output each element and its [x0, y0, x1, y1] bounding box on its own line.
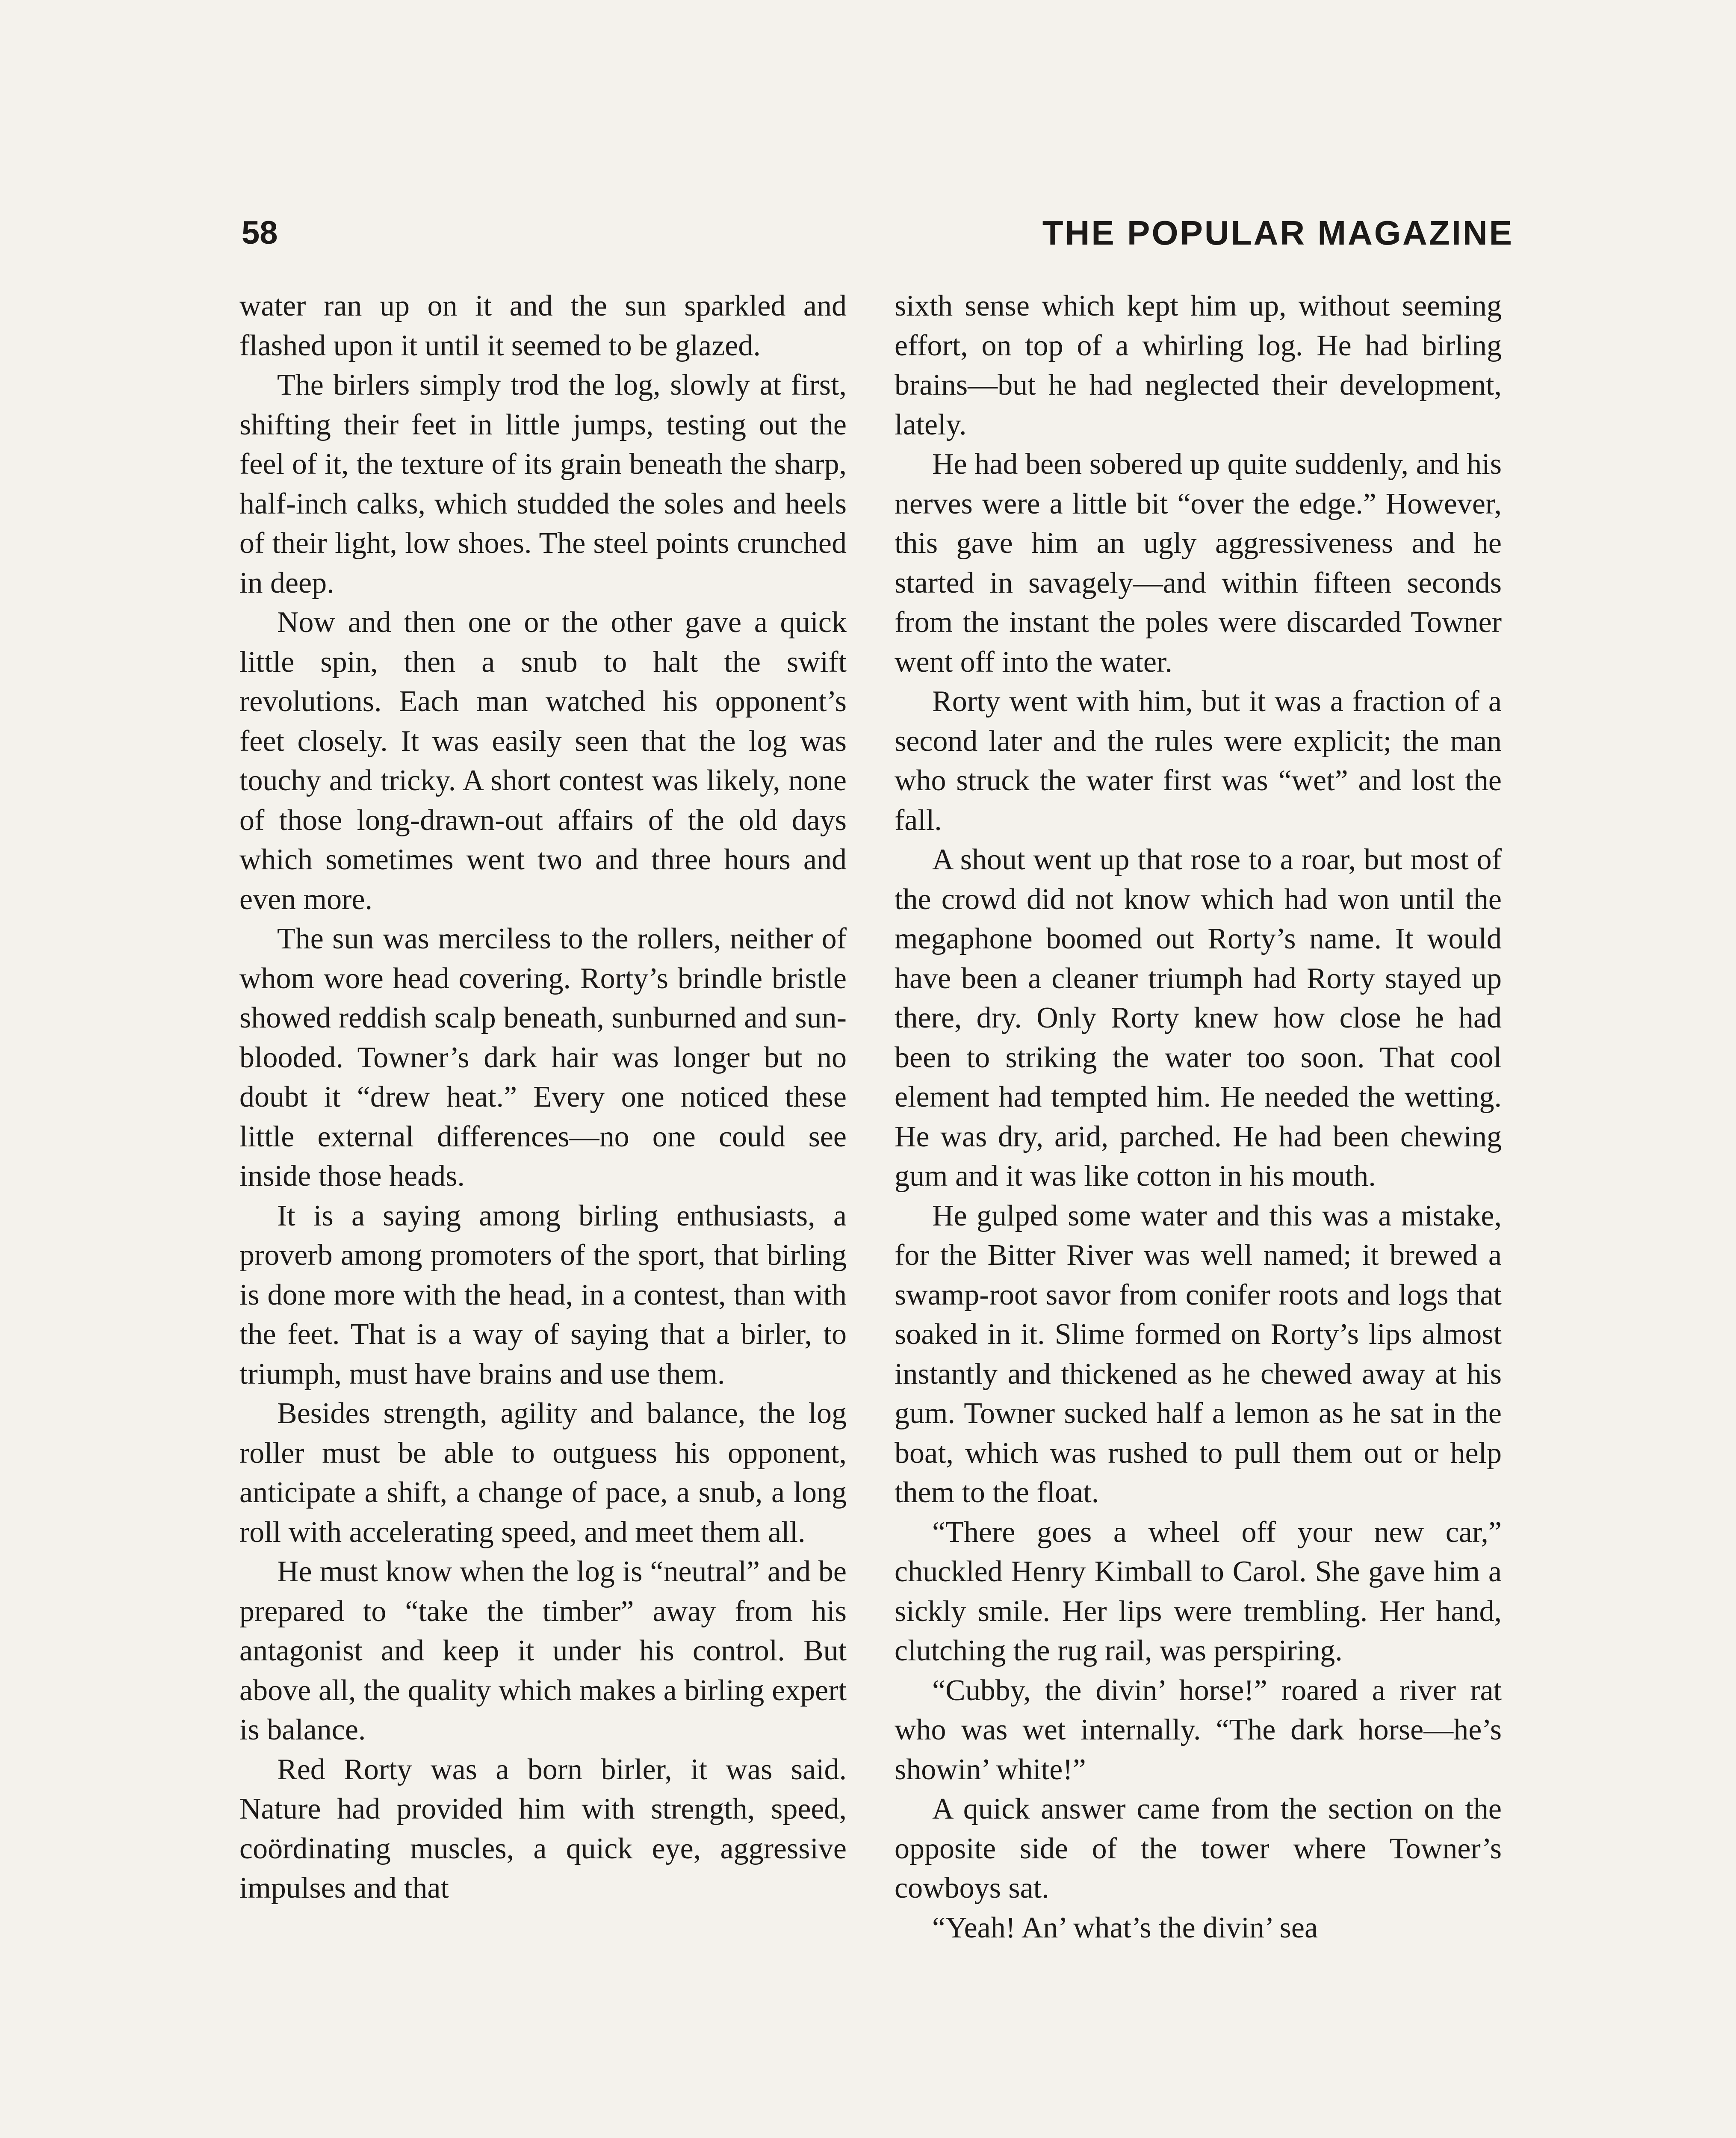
paragraph: The birlers simply trod the log, slowly at first, shifting their feet in little jumps, testing out the feel of it, the texture of its grain beneath the sharp, half-inch calks, which studded the soles and heels of their light, low shoes. The steel points crunched in deep. [239, 369, 847, 599]
paragraph: “Yeah! An’ what’s the divin’ sea [932, 1911, 1318, 1944]
paragraph: The sun was merciless to the rollers, neither of whom wore head covering. Rorty’s brindle bristle showed reddish scalp beneath, sunburned and sun-blooded. Towner’s dark hair was longer but no doubt it “drew heat.” Every one noticed these little external differences—no one could see inside those heads. [239, 922, 847, 1193]
paragraph: water ran up on it and the sun sparkled and flashed upon it until it seemed to be glazed. [239, 289, 847, 362]
paragraph: “Cubby, the divin’ horse!” roared a river rat who was wet internally. “The dark horse—he’s showin’ white!” [895, 1674, 1502, 1786]
paragraph: Rorty went with him, but it was a fraction of a second later and the rules were explicit; the man who struck the water first was “wet” and lost the fall. [895, 685, 1502, 837]
paragraph: He must know when the log is “neutral” and be prepared to “take the timber” away from his antagonist and keep it under his control. But above all, the quality which makes a birling expert is balance. [239, 1555, 847, 1746]
paragraph: A shout went up that rose to a roar, but most of the crowd did not know which had won until the megaphone boomed out Rorty’s name. It would have been a cleaner triumph had Rorty stayed up there, dry. Only Rorty knew how close he had been to striking the water too soon. That cool element had tempted him. He needed the wetting. He was dry, arid, parched. He had been chewing gum and it was like cotton in his mouth. [895, 843, 1502, 1193]
page-header [242, 210, 1514, 257]
paragraph: sixth sense which kept him up, without seeming effort, on top of a whirling log. He had birling brains—but he had neglected their development, lately. [895, 289, 1502, 441]
left-column [239, 286, 847, 1908]
paragraph: Red Rorty was a born birler, it was said. Nature had provided him with strength, speed, coördinating muscles, a quick eye, aggressive impulses and that [239, 1753, 847, 1905]
page-number: 58 [242, 215, 278, 251]
paragraph: He gulped some water and this was a mistake, for the Bitter River was well named; it brewed a swamp-root savor from conifer roots and logs that soaked in it. Slime formed on Rorty’s lips almost instantly and thickened as he chewed away at his gum. Towner sucked half a lemon as he sat in the boat, which was rushed to pull them out or help them to the float. [895, 1199, 1502, 1509]
right-column [895, 286, 1502, 1948]
paragraph: A quick answer came from the section on the opposite side of the tower where Towner’s cowboys sat. [895, 1792, 1502, 1905]
paragraph: “There goes a wheel off your new car,” chuckled Henry Kimball to Carol. She gave him a sickly smile. Her lips were trembling. Her hand, clutching the rug rail, was perspiring. [895, 1515, 1502, 1667]
running-head: THE POPULAR MAGAZINE [1042, 214, 1514, 252]
paragraph: Besides strength, agility and balance, the log roller must be able to outguess his opponent, anticipate a shift, a change of pace, a snub, a long roll with accelerating speed, and meet them all. [239, 1397, 847, 1549]
paragraph: Now and then one or the other gave a quick little spin, then a snub to halt the swift revolutions. Each man watched his opponent’s feet closely. It was easily seen that the log was touchy and tricky. A short contest was likely, none of those long-drawn-out affairs of the old days which sometimes went two and three hours and even more. [239, 606, 847, 916]
paragraph: He had been sobered up quite suddenly, and his nerves were a little bit “over the edge.” However, this gave him an ugly aggressiveness and he started in savagely—and within fifteen seconds from the instant the poles were discarded Towner went off into the water. [895, 448, 1502, 679]
paragraph: It is a saying among birling enthusiasts, a proverb among promoters of the sport, that birling is done more with the head, in a contest, than with the feet. That is a way of saying that a birler, to triumph, must have brains and use them. [239, 1199, 847, 1391]
